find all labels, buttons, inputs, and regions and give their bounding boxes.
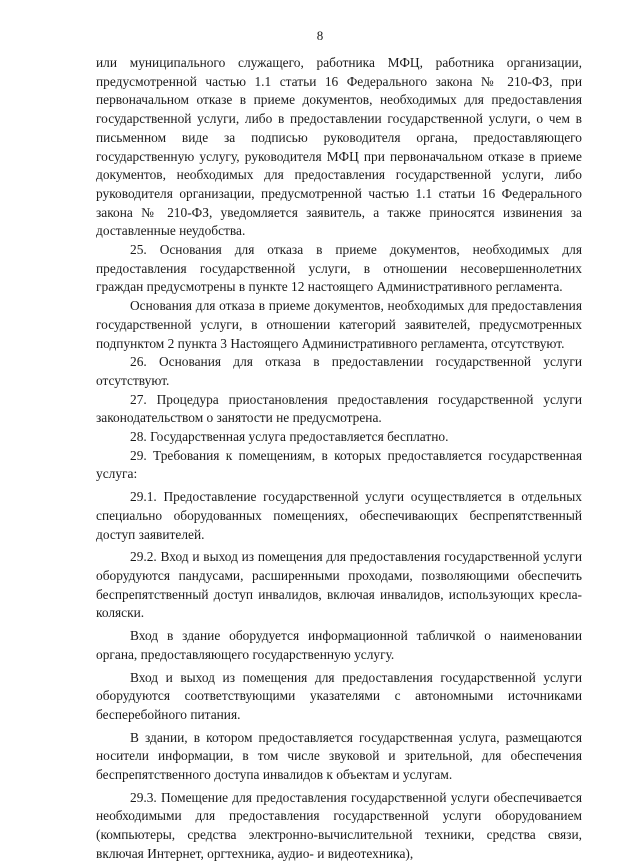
page-number: 8 (316, 28, 324, 43)
paragraph-continuation: или муниципального служащего, работника МФЦ, работника организации, предусмотренной частью 1.1 статьи 16 Федерального закона № 210-ФЗ, при первоначальном отказе в приеме документов, необходимых для предоставления государственной услуги, либо в предоставлении государственной услуги, о чем в письменном виде за подписью руководителя органа, предоставляющего государственную услугу, руководителя МФЦ при первоначальном отказе в приеме документов, необходимых для предоставления государственной услуги, либо руководителя организации, предусмотренной частью 1.1 статьи 16 Федерального закона № 210-ФЗ, уведомляется заявитель, а также приносятся извинения за доставленные неудобства. (96, 55, 582, 239)
document-body (96, 54, 582, 864)
paragraph-28: 28. Государственная услуга предоставляется бесплатно. (130, 429, 449, 445)
paragraph-27: 27. Процедура приостановления предоставления государственной услуги законодательством о занятости не предусмотрена. (96, 391, 582, 426)
paragraph-29-2: 29.2. Вход и выход из помещения для предоставления государственной услуги оборудуются пандусами, расширенными проходами, позволяющими обеспечить беспрепятственный доступ инвалидов, включая инвалидов, использующих кресла-коляски. (96, 549, 582, 621)
paragraph-26: 26. Основания для отказа в предоставлении государственной услуги отсутствуют. (96, 354, 582, 388)
paragraph-29: 29. Требования к помещениям, в которых предоставляется государственная услуга: (96, 447, 582, 482)
paragraph-information-carriers: В здании, в котором предоставляется государственная услуга, размещаются носители информации, в том числе звуковой и зрительной, для обеспечения беспрепятственного доступа инвалидов к объектам и услугам. (96, 729, 582, 783)
paragraph-29-1: 29.1. Предоставление государственной услуги осуществляется в отдельных специально оборудованных помещениях, обеспечивающих беспрепятственный доступ заявителей. (96, 489, 582, 542)
paragraph-entrance-sign: Вход в здание оборудуется информационной табличкой о наименовании органа, предоставляющего государственную услугу. (96, 628, 582, 662)
paragraph-25-categories: Основания для отказа в приеме документов, необходимых для предоставления государственной услуги, в отношении категорий заявителей, предусмотренных подпунктом 2 пункта 3 Настоящего Административного регламента, отсутствуют. (96, 298, 582, 351)
paragraph-29-3: 29.3. Помещение для предоставления государственной услуги обеспечивается необходимыми для предоставления государственной услуги оборудованием (компьютеры, средства электронно-вычислительной техники, средства связи, включая Интернет, оргтехника, аудио- и видеотехника), (96, 789, 582, 861)
paragraph-25: 25. Основания для отказа в приеме документов, необходимых для предоставления государственной услуги, в отношении несовершеннолетних граждан предусмотрены в пункте 12 настоящего Административного регламента. (96, 242, 582, 295)
paragraph-entrance-exit-signs: Вход и выход из помещения для предоставления государственной услуги оборудуются соответствующими указателями с автономными источниками бесперебойного питания. (96, 669, 582, 722)
